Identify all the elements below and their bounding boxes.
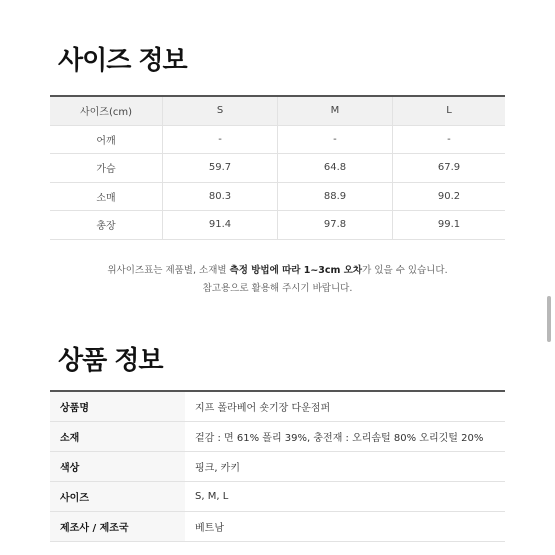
table-cell: 97.8 [277, 211, 392, 240]
table-cell: 99.1 [392, 211, 505, 240]
row-label: 소매 [50, 182, 163, 211]
table-row [50, 421, 505, 451]
table-cell: 91.4 [163, 211, 278, 240]
info-value: 베트남 [185, 511, 505, 541]
table-row [50, 391, 505, 421]
table-cell: 59.7 [163, 154, 278, 183]
info-value: 겉감 : 면 61% 폴리 39%, 충전재 : 오리솜털 80% 오리깃털 20% [185, 421, 505, 451]
info-value: 핑크, 카키 [185, 451, 505, 481]
row-label: 총장 [50, 211, 163, 240]
size-header-cell: S [163, 96, 278, 125]
table-row [50, 182, 505, 211]
table-cell: - [392, 125, 505, 154]
size-info-title: 사이즈 정보 [58, 46, 187, 76]
table-row [50, 451, 505, 481]
size-note-text: 위사이즈표는 제품별, 소재별 [107, 265, 230, 276]
size-header-cell: M [277, 96, 392, 125]
table-cell: 80.3 [163, 182, 278, 211]
product-info-title: 상품 정보 [58, 346, 163, 376]
product-info-table [50, 390, 505, 542]
info-value: 지프 폴라베어 숏기장 다운점퍼 [185, 391, 505, 421]
table-cell: 88.9 [277, 182, 392, 211]
info-label: 제조사 / 제조국 [50, 511, 185, 541]
table-cell: - [163, 125, 278, 154]
table-row [50, 511, 505, 541]
table-cell: 90.2 [392, 182, 505, 211]
size-note-reference: 참고용으로 활용해 주시기 바랍니다. [202, 283, 353, 294]
row-label: 어깨 [50, 125, 163, 154]
info-label: 소재 [50, 421, 185, 451]
table-row [50, 125, 505, 154]
table-row [50, 211, 505, 240]
table-cell: 64.8 [277, 154, 392, 183]
table-row [50, 481, 505, 511]
scrollbar[interactable] [547, 296, 551, 342]
size-note-text: 가 있을 수 있습니다. [362, 265, 448, 276]
table-cell: 67.9 [392, 154, 505, 183]
info-label: 색상 [50, 451, 185, 481]
info-label: 상품명 [50, 391, 185, 421]
size-header-cell: L [392, 96, 505, 125]
table-cell: - [277, 125, 392, 154]
size-note [0, 262, 555, 276]
size-table [50, 95, 505, 240]
table-row [50, 154, 505, 183]
info-label: 사이즈 [50, 481, 185, 511]
size-header-cell: 사이즈(cm) [50, 96, 163, 125]
size-table-header-row [50, 96, 505, 125]
size-note-emphasis: 측정 방법에 따라 1~3cm 오차 [229, 265, 363, 276]
info-value: S, M, L [185, 481, 505, 511]
row-label: 가슴 [50, 154, 163, 183]
